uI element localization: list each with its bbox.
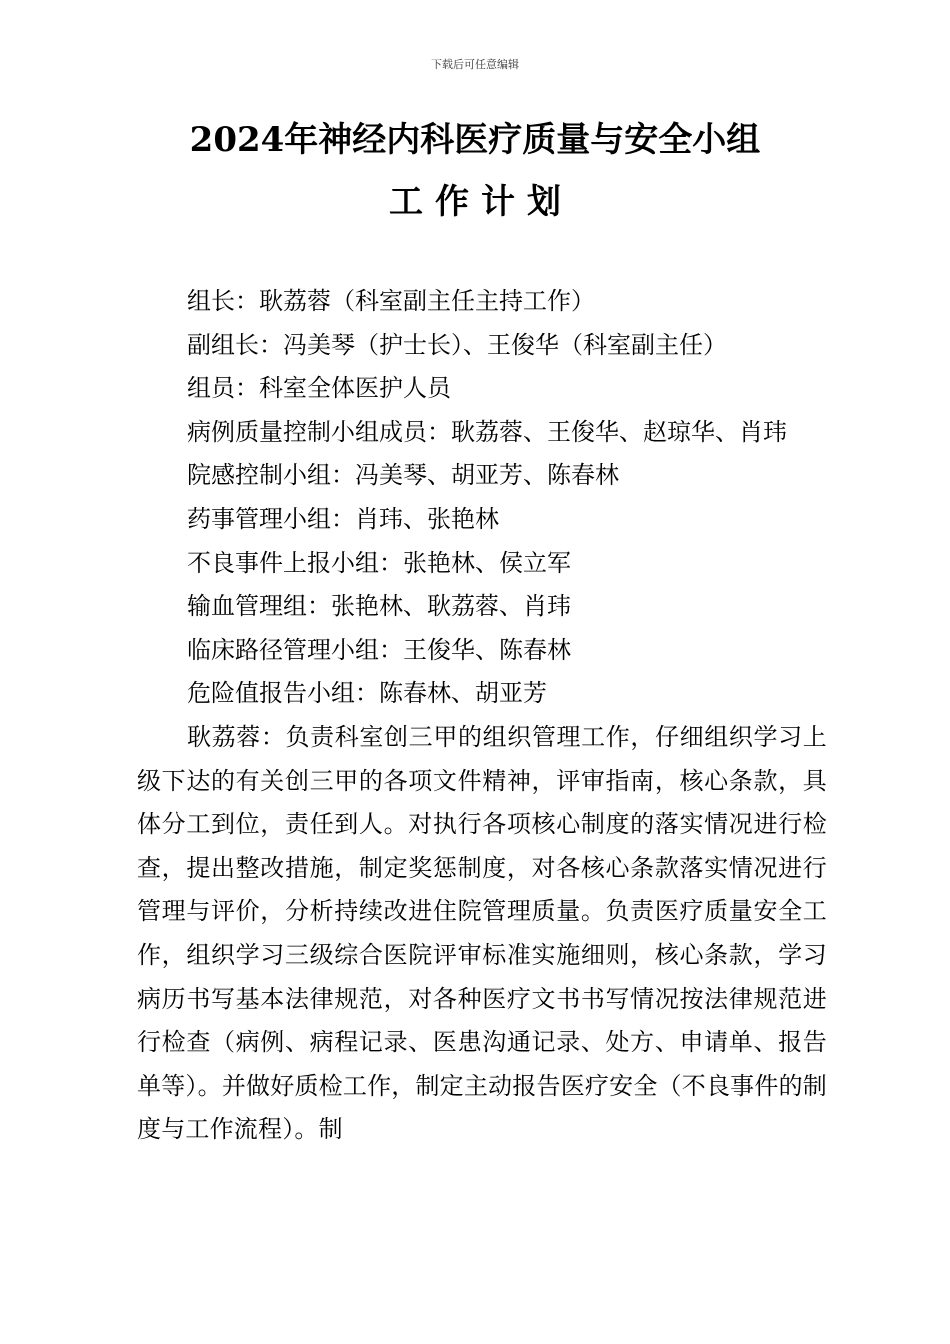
paragraph-leader-duties: 耿荔蓉：负责科室创三甲的组织管理工作，仔细组织学习上级下达的有关创三甲的各项文件精神，评审指南，核心条款，具体分工到位，责任到人。对执行各项核心制度的落实情况进行检查，提出整改措施，制定奖惩制度，对各核心条款落实情况进行管理与评价，分析持续改进住院管理质量。负责医疗质量安全工作，组织学习三级综合医院评审标准实施细则，核心条款，学习病历书写基本法律规范，对各种医疗文书书写情况按法律规范进行检查（病例、病程记录、医患沟通记录、处方、申请单、报告单等）。并做好质检工作，制定主动报告医疗安全（不良事件的制度与工作流程）。制	[137, 722, 827, 1144]
paragraph-case-quality-group: 病例质量控制小组成员：耿荔蓉、王俊华、赵琼华、肖玮	[187, 417, 787, 446]
document-body	[137, 280, 827, 1152]
paragraph-infection-control-group: 院感控制小组：冯美琴、胡亚芳、陈春林	[187, 461, 619, 490]
paragraph-clinical-pathway-group: 临床路径管理小组：王俊华、陈春林	[187, 635, 571, 664]
paragraph-transfusion-group: 输血管理组：张艳林、耿荔蓉、肖玮	[187, 592, 571, 621]
header-note: 下载后可任意编辑	[431, 58, 519, 71]
paragraph-pharmacy-group: 药事管理小组：肖玮、张艳林	[187, 504, 499, 533]
paragraph-critical-value-group: 危险值报告小组：陈春林、胡亚芳	[187, 679, 547, 708]
paragraph-adverse-event-group: 不良事件上报小组：张艳林、侯立军	[187, 548, 571, 577]
document-title-line-2: 工作计划	[389, 182, 573, 222]
paragraph-leader: 组长：耿荔蓉（科室副主任主持工作）	[187, 287, 595, 315]
paragraph-members: 组员：科室全体医护人员	[187, 374, 451, 403]
document-title-line-1: 2024年神经内科医疗质量与安全小组	[189, 120, 761, 160]
paragraph-deputy-leader: 副组长：冯美琴（护士长）、王俊华（科室副主任）	[187, 330, 727, 359]
